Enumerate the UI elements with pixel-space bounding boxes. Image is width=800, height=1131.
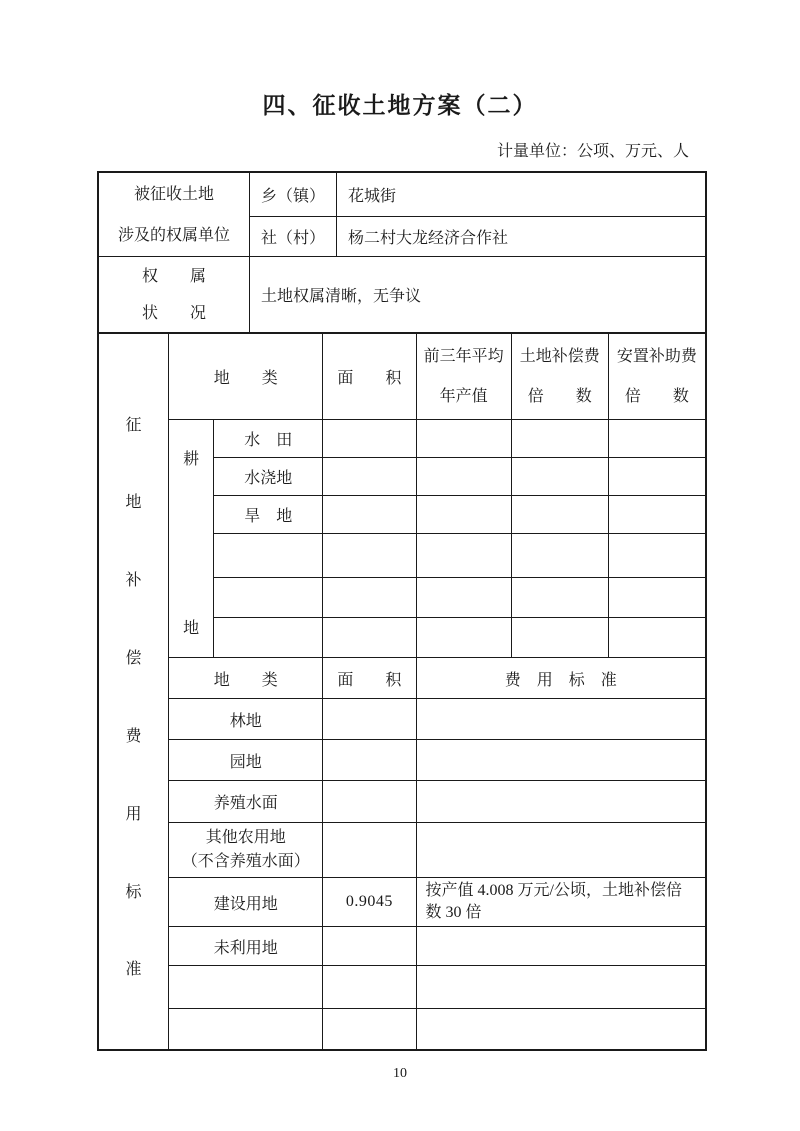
ownership-status-value-cell: 土地权属清晰，无争议 — [250, 257, 706, 333]
header-land-comp-line1: 土地补偿费 — [519, 347, 600, 365]
fee-standard-cell — [416, 781, 706, 823]
header-resettle-line2: 倍 数 — [624, 387, 689, 405]
side-label-char: 偿 — [125, 650, 142, 668]
header-land-type: 地 类 — [169, 334, 323, 420]
fee-standard-cell — [416, 823, 706, 878]
avg-output-cell — [416, 578, 511, 618]
resettle-multiple-cell — [608, 420, 705, 458]
land-type-cell — [214, 534, 323, 578]
area-cell — [323, 578, 416, 618]
cultivated-land-group-cell — [169, 420, 214, 658]
side-label-cell — [99, 334, 169, 1050]
side-label-char: 地 — [125, 494, 142, 512]
fee-standard-cell — [416, 1009, 706, 1050]
header-land-comp-multiple — [511, 334, 608, 420]
measurement-unit-note: 计量单位：公项、万元、人 — [496, 143, 689, 160]
area-cell — [323, 534, 416, 578]
header-resettle-multiple — [608, 334, 705, 420]
fee-standard-cell — [416, 966, 706, 1009]
land-type-cell: 建设用地 — [169, 878, 323, 927]
header2-fee-standard: 费 用 标 准 — [416, 658, 706, 699]
cultivated-char: 耕 — [183, 450, 200, 468]
land-type-cell: 养殖水面 — [169, 781, 323, 823]
compensation-section — [98, 333, 706, 1050]
resettle-multiple-cell — [608, 496, 705, 534]
land-type-cell: 水 田 — [214, 420, 323, 458]
avg-output-cell — [416, 420, 511, 458]
resettle-multiple-cell — [608, 618, 705, 658]
fee-standard-cell — [416, 740, 706, 781]
village-label-cell: 社（村） — [250, 217, 337, 257]
land-type-name-line1: 其他农用地 — [205, 829, 286, 846]
area-cell — [323, 496, 416, 534]
header-avg-output — [416, 334, 511, 420]
side-label-vertical-text — [99, 342, 168, 1042]
area-cell — [323, 699, 416, 740]
side-label-char: 用 — [125, 805, 142, 823]
resettle-multiple-cell — [608, 578, 705, 618]
side-label-char: 费 — [125, 727, 142, 745]
resettle-multiple-cell — [608, 534, 705, 578]
area-cell — [323, 781, 416, 823]
area-cell — [323, 458, 416, 496]
comp-multiple-cell — [511, 534, 608, 578]
village-value-cell: 杨二村大龙经济合作社 — [337, 217, 706, 257]
side-label-char: 准 — [125, 961, 142, 979]
comp-multiple-cell — [511, 420, 608, 458]
header2-area: 面 积 — [323, 658, 416, 699]
ownership-status-label-line1: 权 属 — [141, 267, 206, 285]
page-number: 10 — [393, 1066, 407, 1081]
header2-land-type: 地 类 — [169, 658, 323, 699]
side-label-char: 标 — [125, 883, 142, 901]
avg-output-cell — [416, 618, 511, 658]
header-avg-output-line2: 年产值 — [439, 387, 488, 405]
fee-standard-cell — [416, 699, 706, 740]
area-cell — [323, 927, 416, 966]
ownership-unit-label-line1: 被征收土地 — [133, 185, 214, 203]
page-title: 四、征收土地方案（二） — [262, 93, 538, 118]
comp-multiple-cell — [511, 458, 608, 496]
header-avg-output-line1: 前三年平均 — [423, 347, 504, 365]
area-cell — [323, 823, 416, 878]
fee-standard-cell: 按产值 4.008 万元/公顷，土地补偿倍数 30 倍 — [416, 878, 706, 927]
header-area: 面 积 — [323, 334, 416, 420]
township-value-cell: 花城街 — [337, 173, 706, 217]
avg-output-cell — [416, 496, 511, 534]
area-cell — [323, 420, 416, 458]
land-type-name-line2: （不含养殖水面） — [181, 853, 310, 870]
area-cell — [323, 1009, 416, 1050]
area-cell — [323, 618, 416, 658]
comp-multiple-cell — [511, 618, 608, 658]
side-label-char: 征 — [125, 416, 142, 434]
land-type-cell: 未利用地 — [169, 927, 323, 966]
ownership-unit-label-cell — [99, 173, 250, 257]
land-expropriation-table — [97, 171, 707, 1051]
area-cell — [323, 966, 416, 1009]
fee-standard-cell — [416, 927, 706, 966]
cultivated-land-vertical-text — [169, 424, 213, 654]
land-type-cell: 旱 地 — [214, 496, 323, 534]
avg-output-cell — [416, 534, 511, 578]
land-type-cell: 林地 — [169, 699, 323, 740]
land-type-cell — [214, 618, 323, 658]
ownership-status-label-line2: 状 况 — [141, 304, 206, 322]
ownership-unit-label-line2: 涉及的权属单位 — [117, 226, 230, 244]
township-label-cell: 乡（镇） — [250, 173, 337, 217]
side-label-char: 补 — [125, 572, 142, 590]
avg-output-cell — [416, 458, 511, 496]
cultivated-char: 地 — [183, 619, 200, 637]
header-land-comp-line2: 倍 数 — [527, 387, 592, 405]
land-type-cell — [214, 578, 323, 618]
header-resettle-line1: 安置补助费 — [616, 347, 697, 365]
land-type-cell — [169, 1009, 323, 1050]
resettle-multiple-cell — [608, 458, 705, 496]
comp-multiple-cell — [511, 578, 608, 618]
land-type-cell — [169, 823, 323, 878]
area-cell — [323, 740, 416, 781]
area-cell: 0.9045 — [323, 878, 416, 927]
land-type-cell — [169, 966, 323, 1009]
ownership-status-label-cell — [99, 257, 250, 333]
land-type-cell: 水浇地 — [214, 458, 323, 496]
comp-multiple-cell — [511, 496, 608, 534]
ownership-section — [98, 172, 706, 333]
land-type-cell: 园地 — [169, 740, 323, 781]
